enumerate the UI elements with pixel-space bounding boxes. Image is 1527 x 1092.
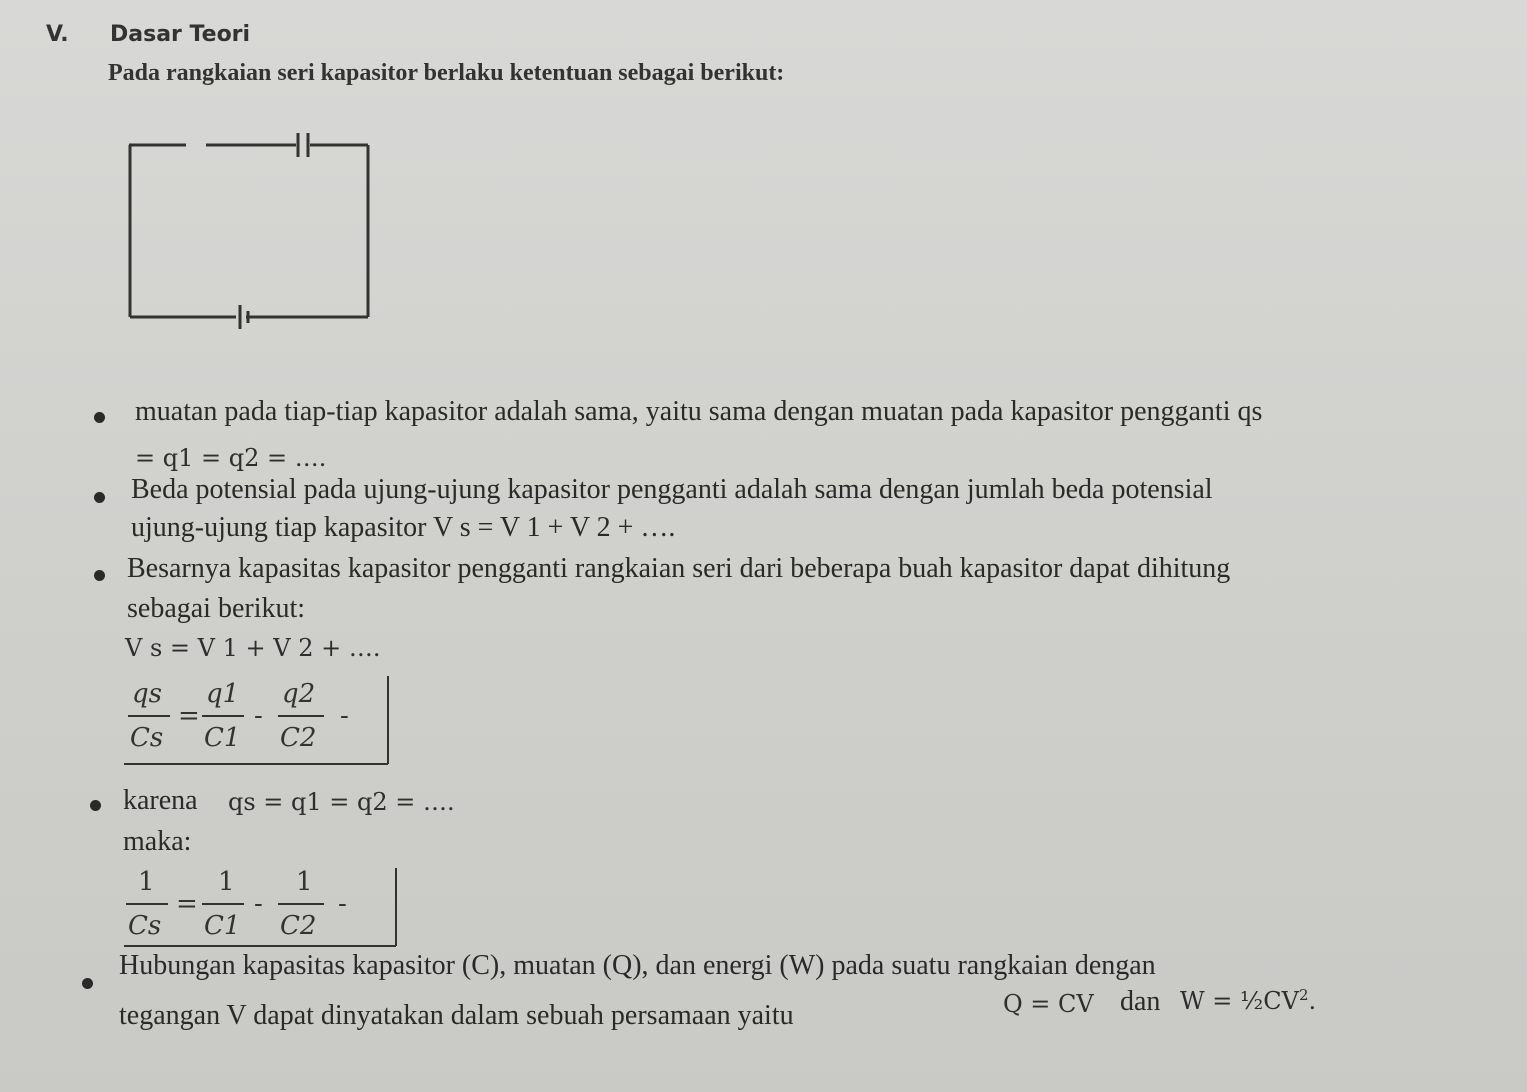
bullet-1-line-1: muatan pada tiap-tiap kapasitor adalah sama, yaitu sama dengan muatan pada kapasitor pengganti qs [135,396,1263,427]
formula-box-1 [118,672,408,772]
formula2-t3-num: 1 [296,867,313,897]
bullet-3-line-1: Besarnya kapasitas kapasitor pengganti rangkaian seri dari beberapa buah kapasitor dapat dihitung [127,553,1231,584]
formula2-t1-den: Cs [128,911,162,941]
formula1-t2-num: q1 [206,679,240,709]
charge-equality-equation: qs = q1 = q2 = …. [228,788,455,816]
energy-equation [1180,986,1316,1015]
voltage-sum-equation: V s = V 1 + V 2 + …. [125,634,381,662]
bullet-marker [94,492,105,503]
bullet-marker [94,570,105,581]
bullet-4-text: karena [123,785,198,816]
section-title: Dasar Teori [110,22,251,47]
formula2-op1: = [176,889,198,919]
formula1-t2-den: C1 [204,723,241,753]
dan-word: dan [1120,986,1161,1017]
formula1-t1-num: qs [132,679,162,709]
formula2-t3-den: C2 [280,911,317,941]
formula1-op2: - [254,701,263,731]
energy-equation-exponent: 2 [1299,986,1309,1004]
bullet-marker [90,800,101,811]
energy-equation-end: . [1308,987,1317,1015]
capacitance-equation: Q = CV [1003,990,1094,1018]
formula2-op2: - [254,889,263,919]
formula1-op1: = [178,701,200,731]
formula2-t1-num: 1 [138,867,155,897]
formula1-t3-den: C2 [280,723,317,753]
energy-equation-base: W = ½CV [1180,987,1299,1015]
formula2-t2-num: 1 [218,867,235,897]
bullet-5-line-2: tegangan V dapat dinyatakan dalam sebuah persamaan yaitu [119,1000,794,1031]
bullet-marker [82,978,93,989]
bullet-5-line-1: Hubungan kapasitas kapasitor (C), muatan (Q), dan energi (W) pada suatu rangkaian dengan [119,950,1156,981]
series-capacitor-circuit [120,105,390,375]
formula1-op3: - [340,701,349,731]
bullet-3-line-2: sebagai berikut: [127,593,306,624]
section-number: V. [46,22,69,47]
bullet-2-line-1: Beda potensial pada ujung-ujung kapasitor pengganti adalah sama dengan jumlah beda potensial [131,474,1213,505]
bullet-marker [94,412,105,423]
formula-box-2 [118,862,408,954]
bullet-1-line-2: = q1 = q2 = …. [135,444,327,472]
formula1-t3-num: q2 [282,679,316,709]
formula2-op3: - [338,889,347,919]
bullet-2-line-2: ujung-ujung tiap kapasitor V s = V 1 + V 2 + …. [131,512,676,543]
formula1-t1-den: Cs [130,723,164,753]
formula2-t2-den: C1 [204,911,241,941]
section-intro: Pada rangkaian seri kapasitor berlaku ketentuan sebagai berikut: [108,60,785,86]
maka-label: maka: [123,826,192,857]
